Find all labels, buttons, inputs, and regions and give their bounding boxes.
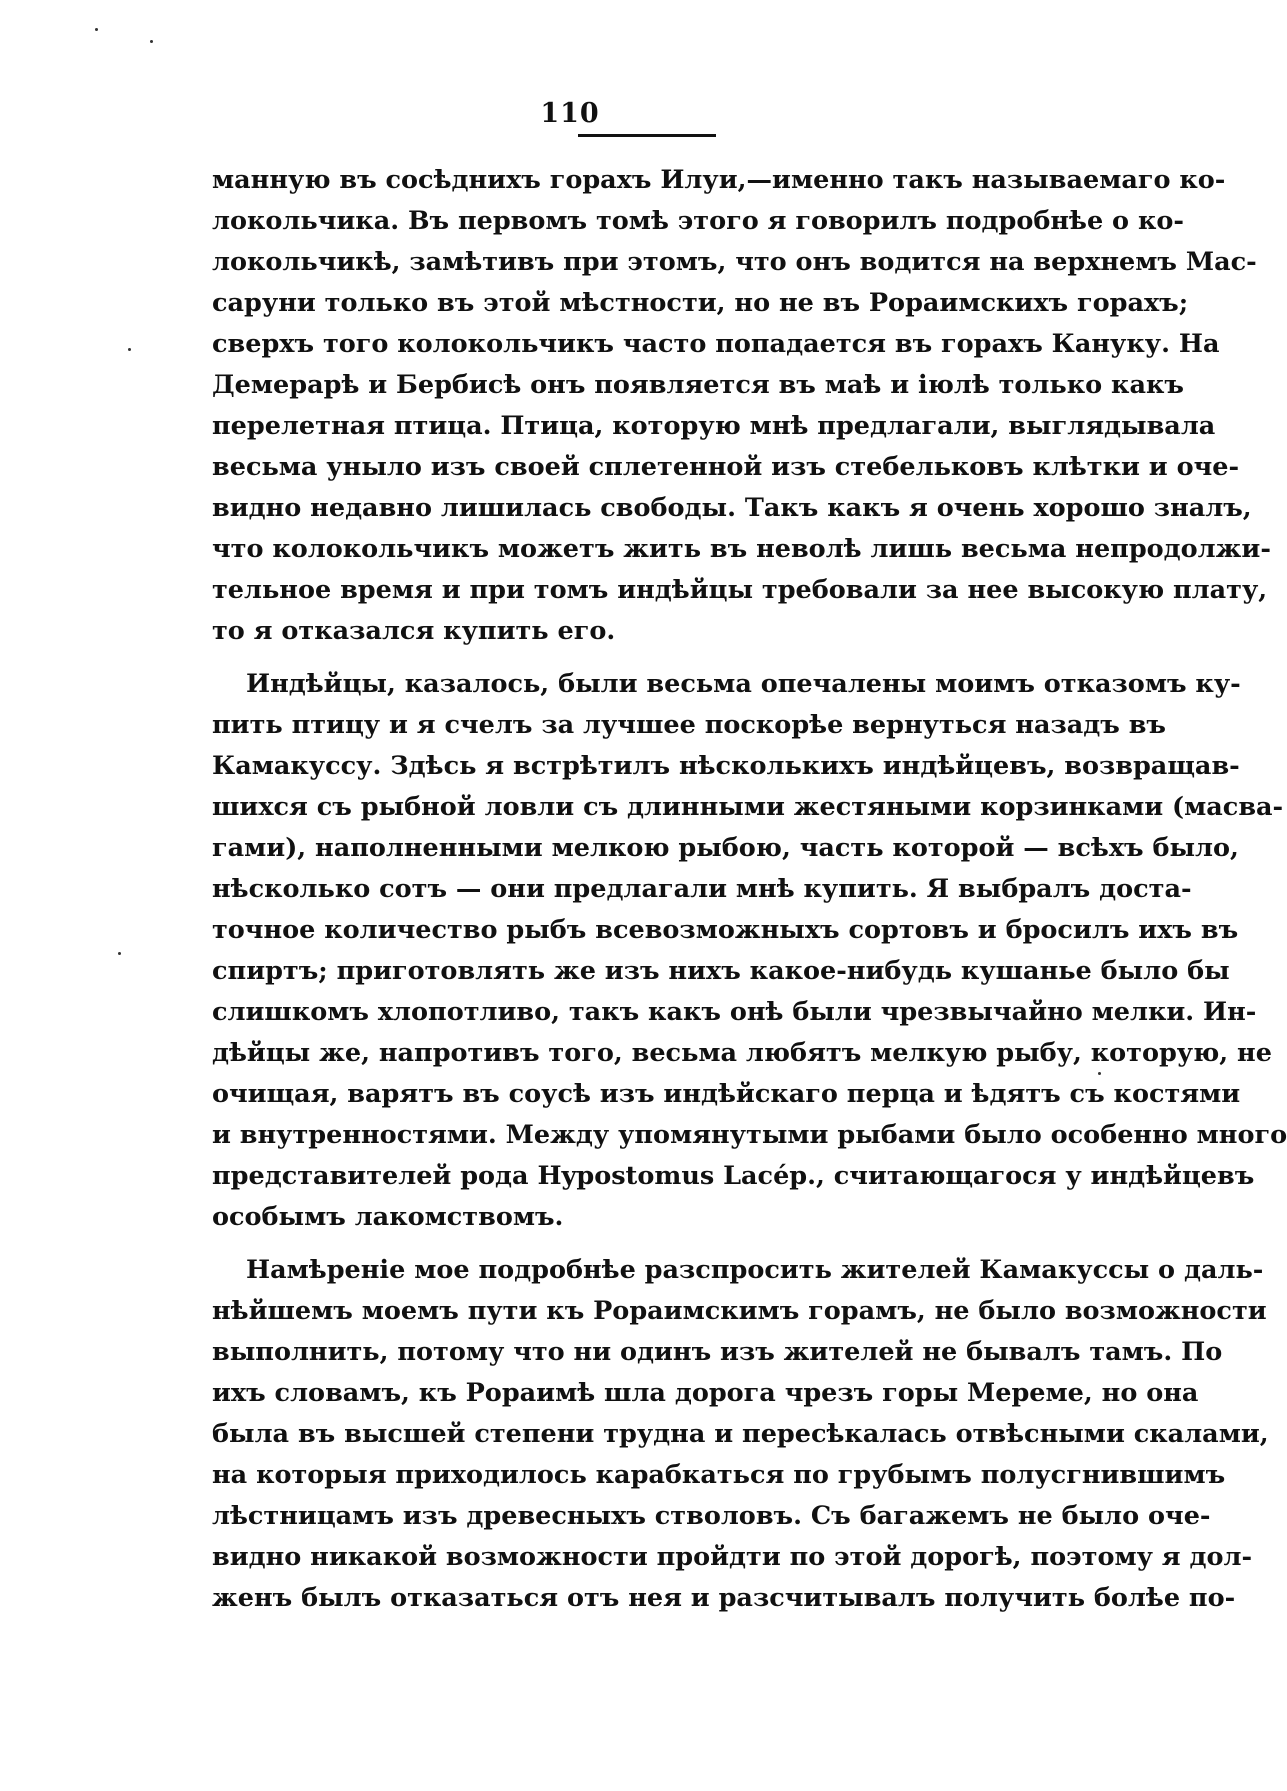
text-line: Индѣйцы, казалось, были весьма опечалены моимъ отказомъ ку- — [246, 669, 1241, 699]
text-line: пить птицу и я счелъ за лучшее поскорѣе вернуться назадъ въ — [212, 710, 1166, 740]
print-speck — [95, 28, 98, 31]
text-line: спиртъ; приготовлять же изъ нихъ какое-нибудь кушанье было бы — [212, 956, 1230, 986]
text-line: Намѣреніе мое подробнѣе разспросить жителей Камакуссы о даль- — [246, 1255, 1264, 1285]
text-line: точное количество рыбъ всевозможныхъ сортовъ и бросилъ ихъ въ — [212, 915, 1239, 945]
text-line: саруни только въ этой мѣстности, но не въ Рораимскихъ горахъ; — [212, 288, 1189, 318]
text-line: выполнить, потому что ни одинъ изъ жителей не бывалъ тамъ. По — [212, 1337, 1223, 1367]
text-line: женъ былъ отказаться отъ нея и разсчитывалъ получить болѣе по- — [212, 1583, 1236, 1613]
text-line: весьма уныло изъ своей сплетенной изъ стебельковъ клѣтки и оче- — [212, 452, 1240, 482]
text-line: представителей рода Hypostomus Lacép., считающагося у индѣйцевъ — [212, 1161, 1255, 1191]
text-line: нѣсколько сотъ — они предлагали мнѣ купить. Я выбралъ доста- — [212, 874, 1192, 904]
text-line: локольчика. Въ первомъ томѣ этого я говорилъ подробнѣе о ко- — [212, 206, 1184, 236]
paragraph — [212, 664, 1287, 1238]
page-number-rule — [578, 134, 716, 137]
page-number: 110 — [540, 98, 600, 129]
text-line: на которыя приходилось карабкаться по грубымъ полусгнившимъ — [212, 1460, 1226, 1490]
text-line: очищая, варятъ въ соусѣ изъ индѣйскаго перца и ѣдятъ съ костями — [212, 1079, 1241, 1109]
text-line: Камакуссу. Здѣсь я встрѣтилъ нѣсколькихъ индѣйцевъ, возвращав- — [212, 751, 1240, 781]
text-line: манную въ сосѣднихъ горахъ Илуи,—именно такъ называемаго ко- — [212, 165, 1226, 195]
text-line: слишкомъ хлопотливо, такъ какъ онѣ были чрезвычайно мелки. Ин- — [212, 997, 1257, 1027]
text-line: гами), наполненными мелкою рыбою, часть которой — всѣхъ было, — [212, 833, 1239, 863]
text-line: то я отказался купить его. — [212, 616, 616, 646]
print-speck — [150, 40, 153, 43]
paragraph-gap — [212, 1238, 1094, 1250]
text-line: особымъ лакомствомъ. — [212, 1202, 564, 1232]
text-line: сверхъ того колокольчикъ часто попадается въ горахъ Кануку. На — [212, 329, 1220, 359]
paragraph — [212, 1250, 1269, 1619]
text-line: была въ высшей степени трудна и пересѣкалась отвѣсными скалами, — [212, 1419, 1269, 1449]
text-line: видно никакой возможности пройдти по этой дорогѣ, поэтому я дол- — [212, 1542, 1253, 1572]
text-line: видно недавно лишилась свободы. Такъ какъ я очень хорошо зналъ, — [212, 493, 1252, 523]
text-line: дѣйцы же, напротивъ того, весьма любятъ мелкую рыбу, которую, не — [212, 1038, 1272, 1068]
text-line: Демерарѣ и Бербисѣ онъ появляется въ маѣ и іюлѣ только какъ — [212, 370, 1184, 400]
body-text — [212, 160, 1287, 1619]
print-speck — [118, 952, 121, 955]
paragraph-gap — [212, 652, 1094, 664]
text-line: шихся съ рыбной ловли съ длинными жестяными корзинками (масва- — [212, 792, 1284, 822]
text-line: перелетная птица. Птица, которую мнѣ предлагали, выглядывала — [212, 411, 1216, 441]
text-line: ихъ словамъ, къ Рораимѣ шла дорога чрезъ горы Мереме, но она — [212, 1378, 1199, 1408]
print-speck — [1098, 1072, 1101, 1075]
paragraph — [212, 160, 1271, 652]
text-line: и внутренностями. Между упомянутыми рыбами было особенно много — [212, 1120, 1287, 1150]
text-line: нѣйшемъ моемъ пути къ Рораимскимъ горамъ, не было возможности — [212, 1296, 1267, 1326]
print-speck — [128, 348, 131, 351]
text-line: локольчикѣ, замѣтивъ при этомъ, что онъ водится на верхнемъ Мас- — [212, 247, 1257, 277]
text-line: тельное время и при томъ индѣйцы требовали за нее высокую плату, — [212, 575, 1268, 605]
text-line: что колокольчикъ можетъ жить въ неволѣ лишь весьма непродолжи- — [212, 534, 1271, 564]
text-line: лѣстницамъ изъ древесныхъ стволовъ. Съ багажемъ не было оче- — [212, 1501, 1211, 1531]
